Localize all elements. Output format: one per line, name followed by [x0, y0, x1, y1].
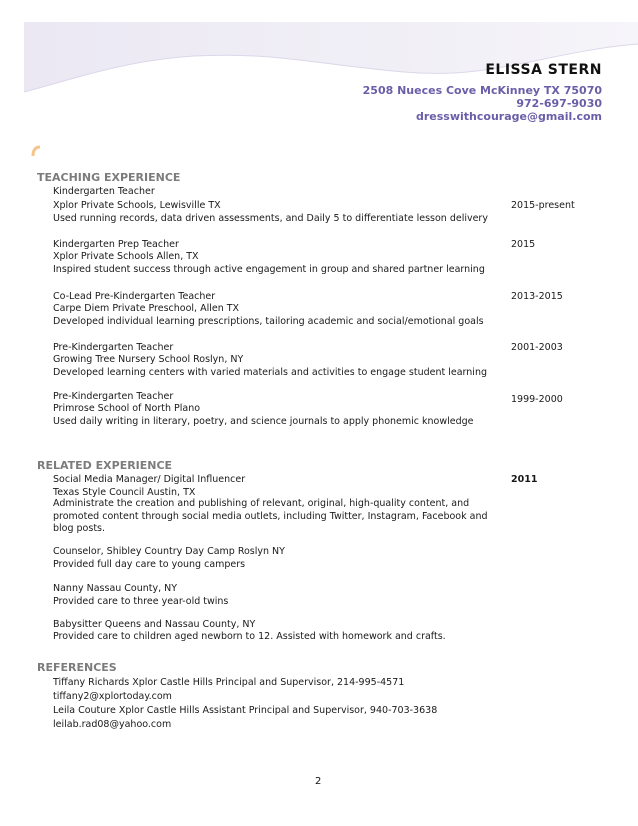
related-role: Social Media Manager/ Digital Influencer: [53, 474, 246, 485]
teaching-description: Developed learning centers with varied materials and activities to engage student learning: [53, 367, 487, 378]
teaching-org: Primrose School of North Plano: [53, 403, 201, 414]
teaching-org: Xplor Private Schools, Lewisville TX: [53, 200, 221, 211]
teaching-description: Developed individual learning prescriptions, tailoring academic and social/emotional goals: [53, 316, 484, 327]
teaching-role: Kindergarten Teacher: [53, 186, 155, 197]
reference-entry: Leila Couture Xplor Castle Hills Assistant Principal and Supervisor, 940-703-3638: [53, 705, 438, 716]
teaching-description: Used running records, data driven assessments, and Daily 5 to differentiate lesson delivery: [53, 213, 488, 224]
teaching-org: Growing Tree Nursery School Roslyn, NY: [53, 354, 244, 365]
teaching-date: 2001-2003: [511, 342, 563, 353]
related-role: Nanny Nassau County, NY: [53, 583, 178, 594]
teaching-date: 2015: [511, 239, 536, 250]
reference-entry: Tiffany Richards Xplor Castle Hills Principal and Supervisor, 214-995-4571: [53, 677, 405, 688]
teaching-date: 2015-present: [511, 200, 575, 211]
references-heading: REFERENCES: [37, 661, 117, 674]
page-number: 2: [315, 776, 322, 787]
candidate-name: ELISSA STERN: [485, 62, 602, 78]
related-description: Provided full day care to young campers: [53, 559, 246, 570]
reference-email: tiffany2@xplortoday.com: [53, 691, 172, 702]
teaching-role: Co-Lead Pre-Kindergarten Teacher: [53, 291, 216, 302]
teaching-role: Pre-Kindergarten Teacher: [53, 342, 174, 353]
related-description: Provided care to children aged newborn to 12. Assisted with homework and crafts.: [53, 631, 446, 642]
related-experience-heading: RELATED EXPERIENCE: [37, 459, 173, 472]
teaching-role: Pre-Kindergarten Teacher: [53, 391, 174, 402]
teaching-date: 1999-2000: [511, 394, 563, 405]
teaching-org: Xplor Private Schools Allen, TX: [53, 251, 199, 262]
related-org: Texas Style Council Austin, TX: [53, 487, 196, 498]
reference-email: leilab.rad08@yahoo.com: [53, 719, 172, 730]
teaching-date: 2013-2015: [511, 291, 563, 302]
related-description: Provided care to three year-old twins: [53, 596, 229, 607]
teaching-org: Carpe Diem Private Preschool, Allen TX: [53, 303, 240, 314]
related-date: 2011: [511, 474, 538, 485]
phone-number: 972-697-9030: [516, 97, 602, 110]
teaching-description: Inspired student success through active engagement in group and shared partner learning: [53, 264, 485, 275]
email-address: dresswithcourage@gmail.com: [416, 110, 602, 123]
related-description: Administrate the creation and publishing of relevant, original, high-quality content, and promoted content through social media outlets, including Twitter, Instagram, Facebook and blog posts.: [53, 498, 488, 534]
teaching-experience-heading: TEACHING EXPERIENCE: [37, 171, 181, 184]
teaching-description: Used daily writing in literary, poetry, and science journals to apply phonemic knowledge: [53, 416, 474, 427]
teaching-role: Kindergarten Prep Teacher: [53, 239, 179, 250]
related-role: Counselor, Shibley Country Day Camp Roslyn NY: [53, 546, 285, 557]
address: 2508 Nueces Cove McKinney TX 75070: [362, 84, 602, 97]
related-role: Babysitter Queens and Nassau County, NY: [53, 619, 256, 630]
